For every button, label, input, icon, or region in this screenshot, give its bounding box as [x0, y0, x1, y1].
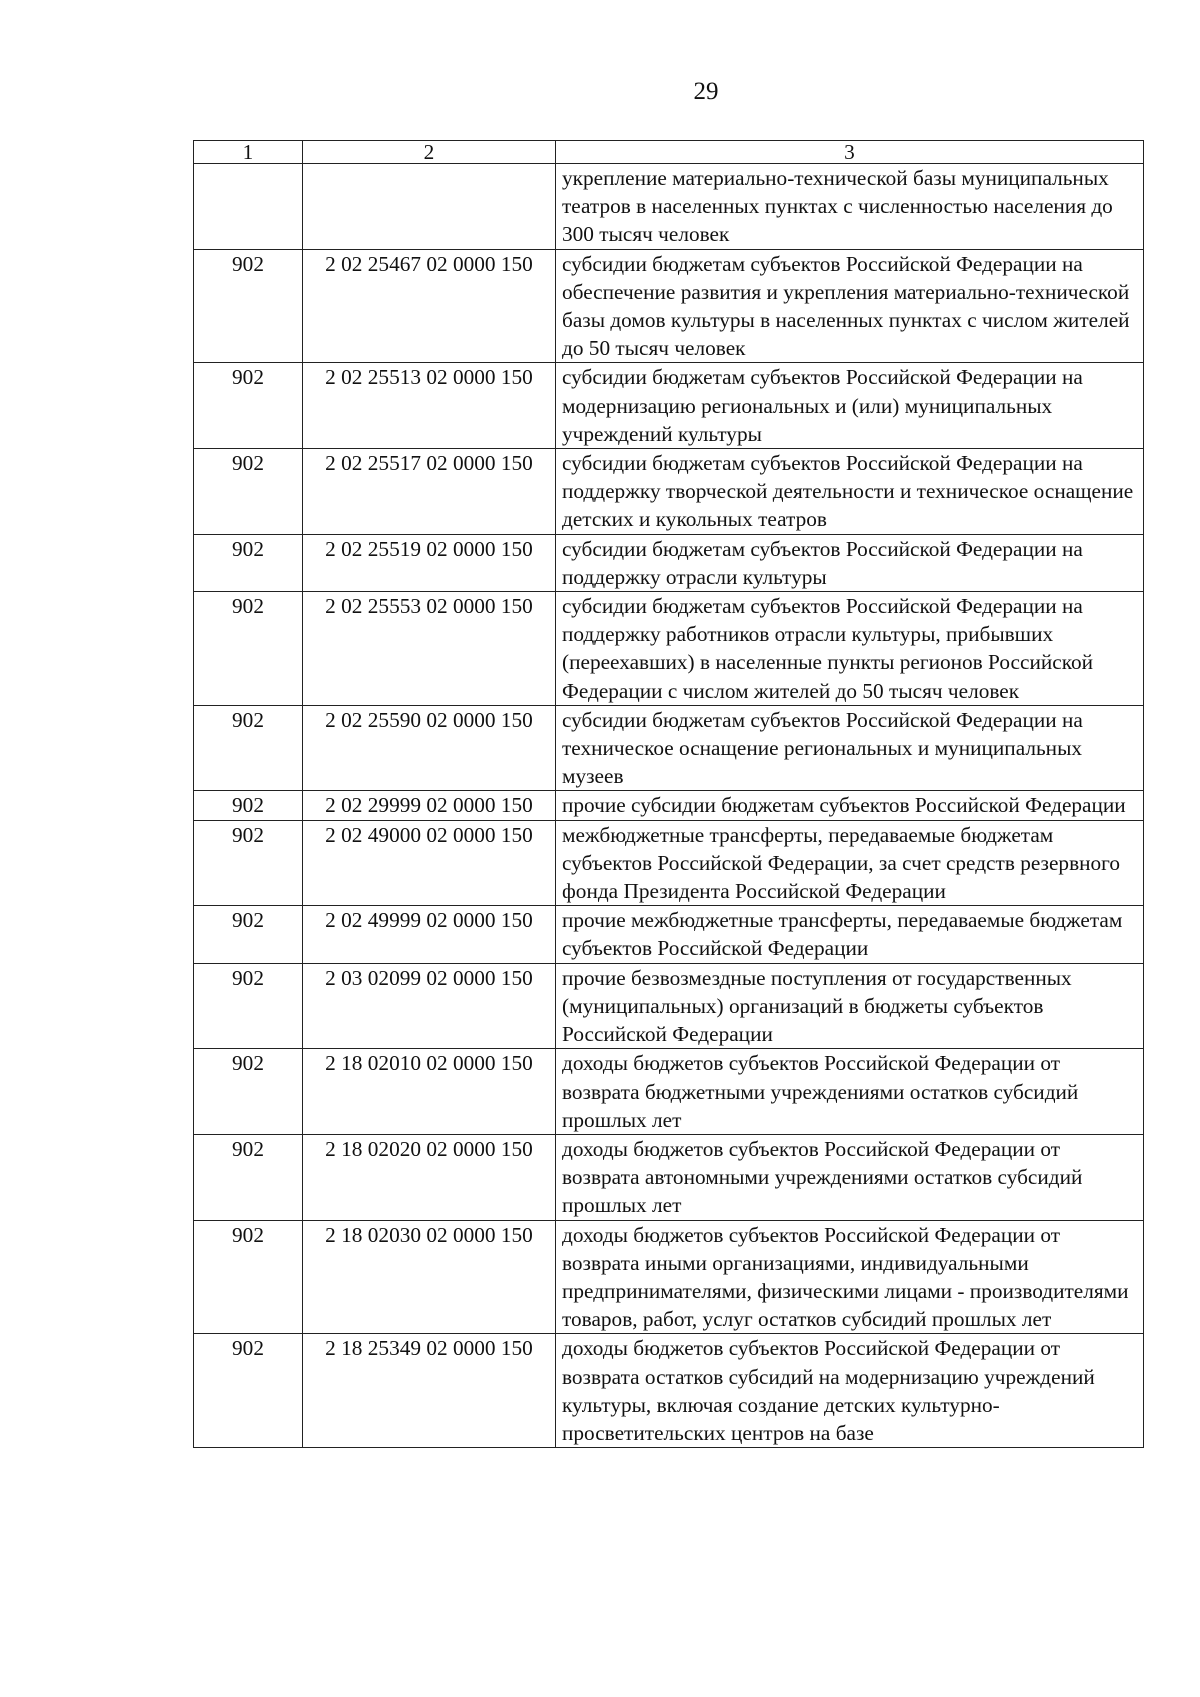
admin-code-cell: 902 — [194, 1334, 303, 1448]
admin-code-cell: 902 — [194, 592, 303, 706]
admin-code-cell: 902 — [194, 791, 303, 820]
budget-code-cell: 2 02 25467 02 0000 150 — [303, 249, 556, 363]
budget-code-cell: 2 03 02099 02 0000 150 — [303, 963, 556, 1049]
budget-code-cell: 2 18 02010 02 0000 150 — [303, 1049, 556, 1135]
budget-code-cell: 2 18 02020 02 0000 150 — [303, 1134, 556, 1220]
description-cell: субсидии бюджетам субъектов Российской Федерации на обеспечение развития и укрепления материально-технической базы домов культуры в населенных пунктах с числом жителей до 50 тысяч человек — [556, 249, 1144, 363]
admin-code-cell: 902 — [194, 705, 303, 791]
budget-code-cell: 2 02 25553 02 0000 150 — [303, 592, 556, 706]
description-cell: субсидии бюджетам субъектов Российской Федерации на поддержку творческой деятельности и техническое оснащение детских и кукольных театров — [556, 449, 1144, 535]
budget-code-cell: 2 02 49000 02 0000 150 — [303, 820, 556, 906]
admin-code-cell — [194, 164, 303, 250]
table-row — [194, 164, 1144, 250]
table-row — [194, 906, 1144, 963]
table-row — [194, 592, 1144, 706]
header-col-2: 2 — [303, 141, 556, 164]
admin-code-cell: 902 — [194, 1134, 303, 1220]
description-cell: доходы бюджетов субъектов Российской Федерации от возврата иными организациями, индивидуальными предпринимателями, физическими лицами - производителями товаров, работ, услуг остатков субсидий прошлых лет — [556, 1220, 1144, 1334]
budget-code-cell: 2 02 49999 02 0000 150 — [303, 906, 556, 963]
header-col-3: 3 — [556, 141, 1144, 164]
table-row — [194, 249, 1144, 363]
admin-code-cell: 902 — [194, 963, 303, 1049]
admin-code-cell: 902 — [194, 249, 303, 363]
table-row — [194, 449, 1144, 535]
table-row — [194, 963, 1144, 1049]
table-row — [194, 705, 1144, 791]
table-row — [194, 1334, 1144, 1448]
description-cell: доходы бюджетов субъектов Российской Федерации от возврата автономными учреждениями остатков субсидий прошлых лет — [556, 1134, 1144, 1220]
description-cell: субсидии бюджетам субъектов Российской Федерации на поддержку работников отрасли культуры, прибывших (переехавших) в населенные пункты регионов Российской Федерации с числом жителей до 50 тысяч человек — [556, 592, 1144, 706]
table-row — [194, 820, 1144, 906]
budget-code-cell: 2 02 25517 02 0000 150 — [303, 449, 556, 535]
description-cell: доходы бюджетов субъектов Российской Федерации от возврата бюджетными учреждениями остатков субсидий прошлых лет — [556, 1049, 1144, 1135]
description-cell: доходы бюджетов субъектов Российской Федерации от возврата остатков субсидий на модернизацию учреждений культуры, включая создание детских культурно-просветительских центров на базе — [556, 1334, 1144, 1448]
page-number: 29 — [693, 78, 719, 105]
table-row — [194, 1134, 1144, 1220]
description-cell: прочие субсидии бюджетам субъектов Российской Федерации — [556, 791, 1144, 820]
budget-code-cell: 2 18 25349 02 0000 150 — [303, 1334, 556, 1448]
budget-code-cell: 2 18 02030 02 0000 150 — [303, 1220, 556, 1334]
description-cell: прочие безвозмездные поступления от государственных (муниципальных) организаций в бюджеты субъектов Российской Федерации — [556, 963, 1144, 1049]
table-row — [194, 534, 1144, 591]
header-col-1: 1 — [194, 141, 303, 164]
budget-code-cell — [303, 164, 556, 250]
budget-classification-table — [193, 140, 1144, 1448]
budget-code-cell: 2 02 25590 02 0000 150 — [303, 705, 556, 791]
description-cell: субсидии бюджетам субъектов Российской Федерации на поддержку отрасли культуры — [556, 534, 1144, 591]
admin-code-cell: 902 — [194, 449, 303, 535]
description-cell: прочие межбюджетные трансферты, передаваемые бюджетам субъектов Российской Федерации — [556, 906, 1144, 963]
admin-code-cell: 902 — [194, 820, 303, 906]
admin-code-cell: 902 — [194, 1049, 303, 1135]
description-cell: субсидии бюджетам субъектов Российской Федерации на техническое оснащение региональных и муниципальных музеев — [556, 705, 1144, 791]
budget-table-container — [193, 140, 1143, 1448]
description-cell: межбюджетные трансферты, передаваемые бюджетам субъектов Российской Федерации, за счет средств резервного фонда Президента Российской Федерации — [556, 820, 1144, 906]
description-cell: укрепление материально-технической базы муниципальных театров в населенных пунктах с численностью населения до 300 тысяч человек — [556, 164, 1144, 250]
admin-code-cell: 902 — [194, 534, 303, 591]
budget-code-cell: 2 02 29999 02 0000 150 — [303, 791, 556, 820]
budget-code-cell: 2 02 25513 02 0000 150 — [303, 363, 556, 449]
description-cell: субсидии бюджетам субъектов Российской Федерации на модернизацию региональных и (или) муниципальных учреждений культуры — [556, 363, 1144, 449]
admin-code-cell: 902 — [194, 363, 303, 449]
table-row — [194, 1220, 1144, 1334]
admin-code-cell: 902 — [194, 1220, 303, 1334]
table-header-row — [194, 141, 1144, 164]
admin-code-cell: 902 — [194, 906, 303, 963]
table-row — [194, 791, 1144, 820]
table-row — [194, 363, 1144, 449]
table-row — [194, 1049, 1144, 1135]
budget-code-cell: 2 02 25519 02 0000 150 — [303, 534, 556, 591]
